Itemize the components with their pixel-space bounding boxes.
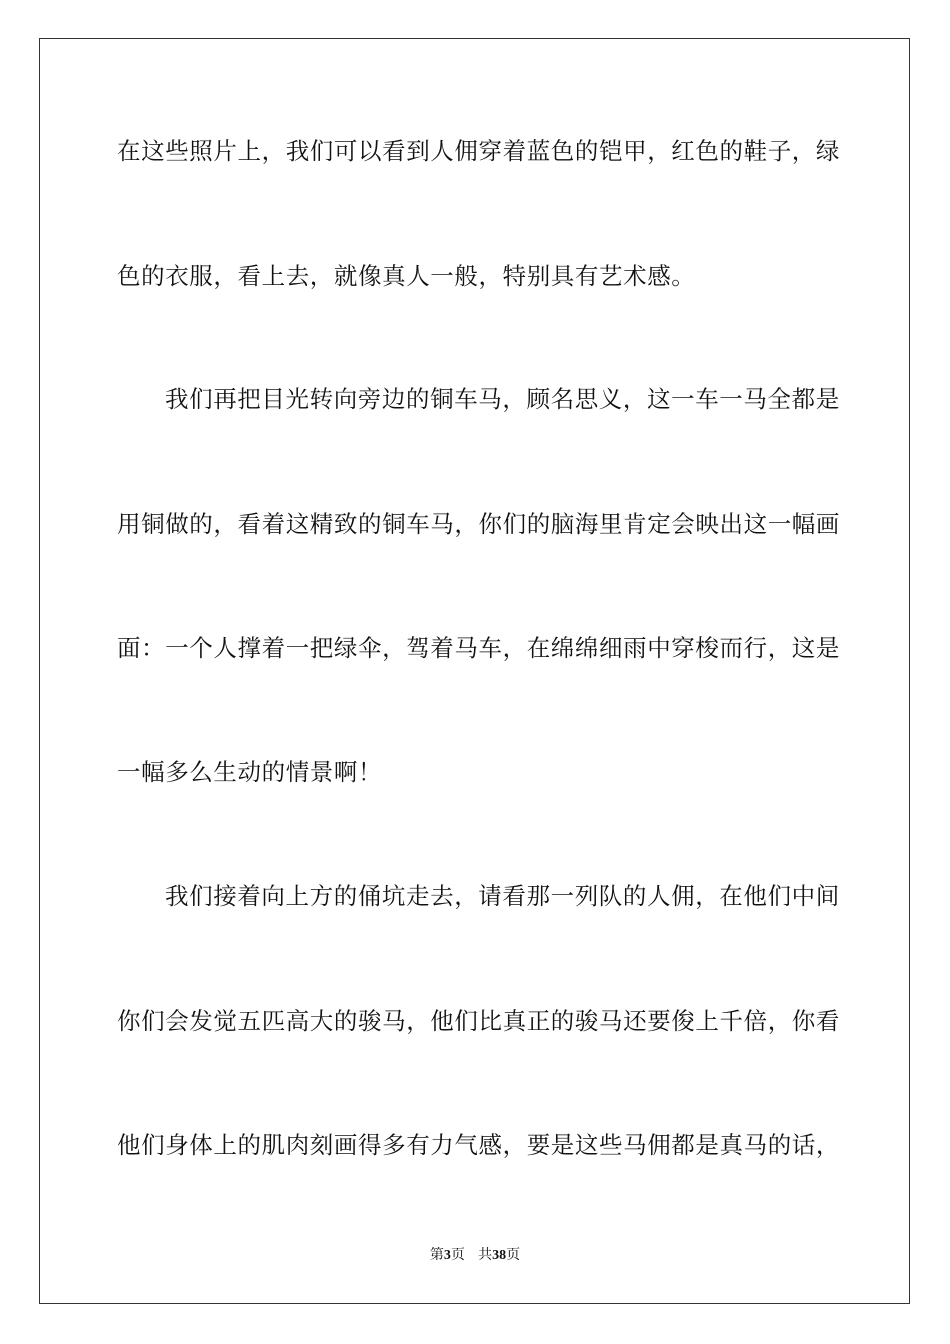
paragraph-line: 面：一个人撑着一把绿伞，驾着马车，在绵绵细雨中穿梭而行，这是 bbox=[117, 634, 840, 662]
paragraph-line: 用铜做的，看着这精致的铜车马，你们的脑海里肯定会映出这一幅画 bbox=[117, 510, 840, 538]
paragraph-line: 我们再把目光转向旁边的铜车马，顾名思义，这一车一马全都是 bbox=[165, 385, 840, 413]
footer-page-suffix: 页 bbox=[450, 1247, 465, 1263]
paragraph-line: 在这些照片上，我们可以看到人佣穿着蓝色的铠甲，红色的鞋子，绿 bbox=[117, 137, 840, 165]
paragraph-line: 他们身体上的肌肉刻画得多有力气感，要是这些马佣都是真马的话， bbox=[117, 1131, 840, 1159]
page-footer bbox=[0, 1246, 950, 1265]
footer-total-prefix: 共 bbox=[478, 1247, 493, 1263]
total-page-count: 38 bbox=[492, 1248, 507, 1263]
page-border bbox=[39, 38, 910, 1304]
footer-total-suffix: 页 bbox=[506, 1247, 521, 1263]
paragraph-line: 我们接着向上方的俑坑走去，请看那一列队的人佣，在他们中间 bbox=[165, 882, 840, 910]
current-page-number: 3 bbox=[443, 1248, 451, 1263]
paragraph-line: 你们会发觉五匹高大的骏马，他们比真正的骏马还要俊上千倍，你看 bbox=[117, 1007, 840, 1035]
footer-prefix: 第 bbox=[429, 1247, 444, 1263]
paragraph-line: 色的衣服，看上去，就像真人一般，特别具有艺术感。 bbox=[117, 262, 696, 290]
paragraph-line: 一幅多么生动的情景啊！ bbox=[117, 758, 383, 786]
